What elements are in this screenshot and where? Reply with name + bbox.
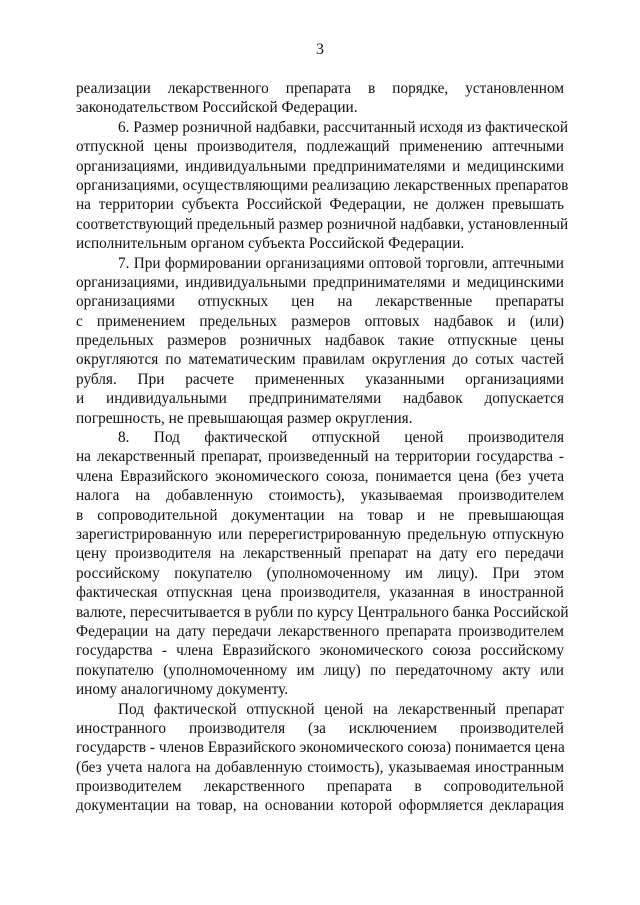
text-line: Федерации на дату передачи лекарственного препарата производителем [76, 622, 564, 640]
text-line: 8. Под фактической отпускной ценой производителя [118, 429, 564, 447]
text-line: рубля. При расчете примененных указанными организациями [76, 370, 564, 388]
paragraph [76, 254, 564, 429]
text-line: (без учета налога на добавленную стоимость), указываемая иностранным [76, 758, 564, 776]
text-line: с применением предельных размеров оптовых надбавок и (или) [76, 312, 564, 330]
text-line: 7. При формировании организациями оптовой торговли, аптечными [118, 254, 564, 272]
text-line: государства - члена Евразийского экономического союза российскому [76, 642, 564, 660]
text-line: производителем лекарственного препарата в сопроводительной [76, 778, 564, 796]
text-line: Под фактической отпускной ценой на лекарственный препарат [118, 700, 564, 718]
text-line: российскому покупателю (уполномоченному им лицу). При этом [76, 564, 564, 582]
paragraph [76, 79, 564, 118]
text-line: законодательством Российской Федерации. [76, 99, 358, 117]
text-line: налога на добавленную стоимость), указываемая производителем [76, 487, 564, 505]
text-line: члена Евразийского экономического союза, понимается цена (без учета [76, 467, 564, 485]
text-line: организациями, осуществляющими реализацию лекарственных препаратов [76, 176, 569, 194]
text-line: погрешность, не превышающая размер округления. [76, 409, 413, 427]
text-line: валюте, пересчитывается в рубли по курсу Центрального банка Российской [76, 603, 569, 621]
text-line: иному аналогичному документу. [76, 681, 289, 699]
paragraph [76, 428, 569, 699]
paragraph [76, 118, 569, 254]
text-line: государств - членов Евразийского экономического союза) понимается цена [76, 739, 565, 757]
text-line: исполнительным органом субъекта Российской Федерации. [76, 235, 465, 253]
text-line: отпускной цены производителя, подлежащий применению аптечными [76, 138, 564, 156]
text-line: зарегистрированную или перерегистрированную предельную отпускную [76, 525, 564, 543]
text-line: реализации лекарственного препарата в порядке, установленном [76, 80, 564, 97]
text-line: 6. Размер розничной надбавки, рассчитанный исходя из фактической [118, 118, 569, 136]
page-number: 3 [316, 41, 324, 58]
text-line: округляются по математическим правилам округления до сотых частей [76, 351, 564, 369]
text-line: на территории субъекта Российской Федерации, не должен превышать [76, 196, 564, 214]
text-line: иностранного производителя (за исключением производителей [76, 719, 564, 737]
text-line: на лекарственный препарат, произведенный на территории государства - [76, 448, 564, 466]
text-line: и индивидуальными предпринимателями надбавок допускается [76, 390, 564, 408]
text-line: покупателю (уполномоченному им лицу) по передаточному акту или [76, 661, 564, 679]
text-line: предельных размеров розничных надбавок такие отпускные цены [76, 332, 564, 350]
text-line: документации на товар, на основании которой оформляется декларация [76, 797, 564, 815]
document-body [76, 79, 569, 816]
text-line: в сопроводительной документации на товар и не превышающая [76, 506, 564, 524]
paragraph [76, 700, 564, 816]
text-line: организациями отпускных цен на лекарственные препараты [76, 293, 564, 311]
text-line: фактическая отпускная цена производителя, указанная в иностранной [76, 584, 564, 602]
text-line: организациями, индивидуальными предпринимателями и медицинскими [76, 273, 564, 291]
text-line: цену производителя на лекарственный препарат на дату его передачи [76, 545, 564, 563]
text-line: соответствующий предельный размер розничной надбавки, установленный [76, 215, 569, 233]
text-line: организациями, индивидуальными предпринимателями и медицинскими [76, 157, 564, 175]
